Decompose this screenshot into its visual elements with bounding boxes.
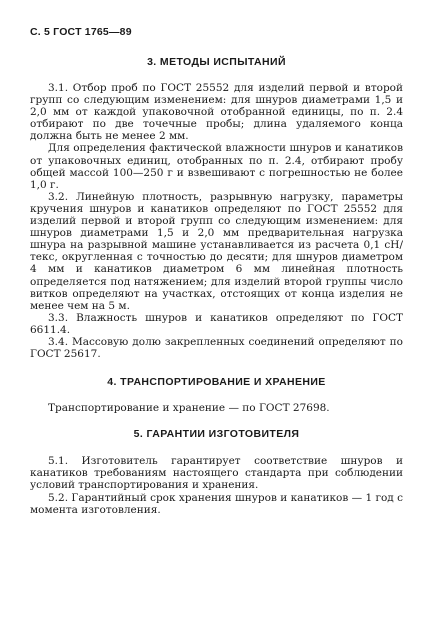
paragraph-5-1: 5.1. Изготовитель гарантирует соответствие шнуров и канатиков требованиям настоящего стандарта при соблюдении условий транспортирования и хранения.: [30, 455, 403, 492]
section-4-title: 4. ТРАНСПОРТИРОВАНИЕ И ХРАНЕНИЕ: [107, 376, 326, 389]
paragraph-3-1: 3.1. Отбор проб по ГОСТ 25552 для изделий первой и второй групп со следующим изменением: для шнуров диаметрами 1,5 и 2,0 мм от каждой упаковочной отобранной единицы, по п. 2.4 отбирают по две точечные пробы; длина удаляемого конца должна быть не менее 2 мм.: [30, 82, 403, 143]
section-3-title: 3. МЕТОДЫ ИСПЫТАНИЙ: [147, 56, 286, 68]
paragraph-5-2: 5.2. Гарантийный срок хранения шнуров и канатиков — 1 год с момента изготовления.: [30, 491, 403, 516]
paragraph-3-2: 3.2. Линейную плотность, разрывную нагрузку, параметры кручения шнуров и канатиков определяют по ГОСТ 25552 для изделий первой и второй групп со следующим изменением: для шнуров диаметрами 1,5 и 2,0 мм предварительная нагрузка шнура на разрывной машине устанавливается из расчета 0,1 сН/текс, округленная с точностью до десяти; для шнуров диаметром 4 мм и канатиков диаметром 6 мм линейная плотность определяется под натяжением; для изделий второй группы число витков определяют на участках, отстоящих от конца изделия не менее чем на 5 м.: [30, 190, 403, 312]
paragraph-3-1-moisture: Для определения фактической влажности шнуров и канатиков от упаковочных единиц, отобранных по п. 2.4, отбирают пробу общей массой 100—250 г и взвешивают с погрешностью не более 1,0 г.: [30, 142, 403, 191]
document-page: [30, 26, 403, 516]
page-header: С. 5 ГОСТ 1765—89: [30, 26, 132, 38]
paragraph-3-3: 3.3. Влажность шнуров и канатиков определяют по ГОСТ 6611.4.: [30, 311, 403, 336]
section-5-title: 5. ГАРАНТИИ ИЗГОТОВИТЕЛЯ: [133, 428, 300, 441]
paragraph-3-4: 3.4. Массовую долю закрепленных соединений определяют по ГОСТ 25617.: [30, 335, 403, 361]
paragraph-4: Транспортирование и хранение — по ГОСТ 27698.: [48, 402, 330, 415]
